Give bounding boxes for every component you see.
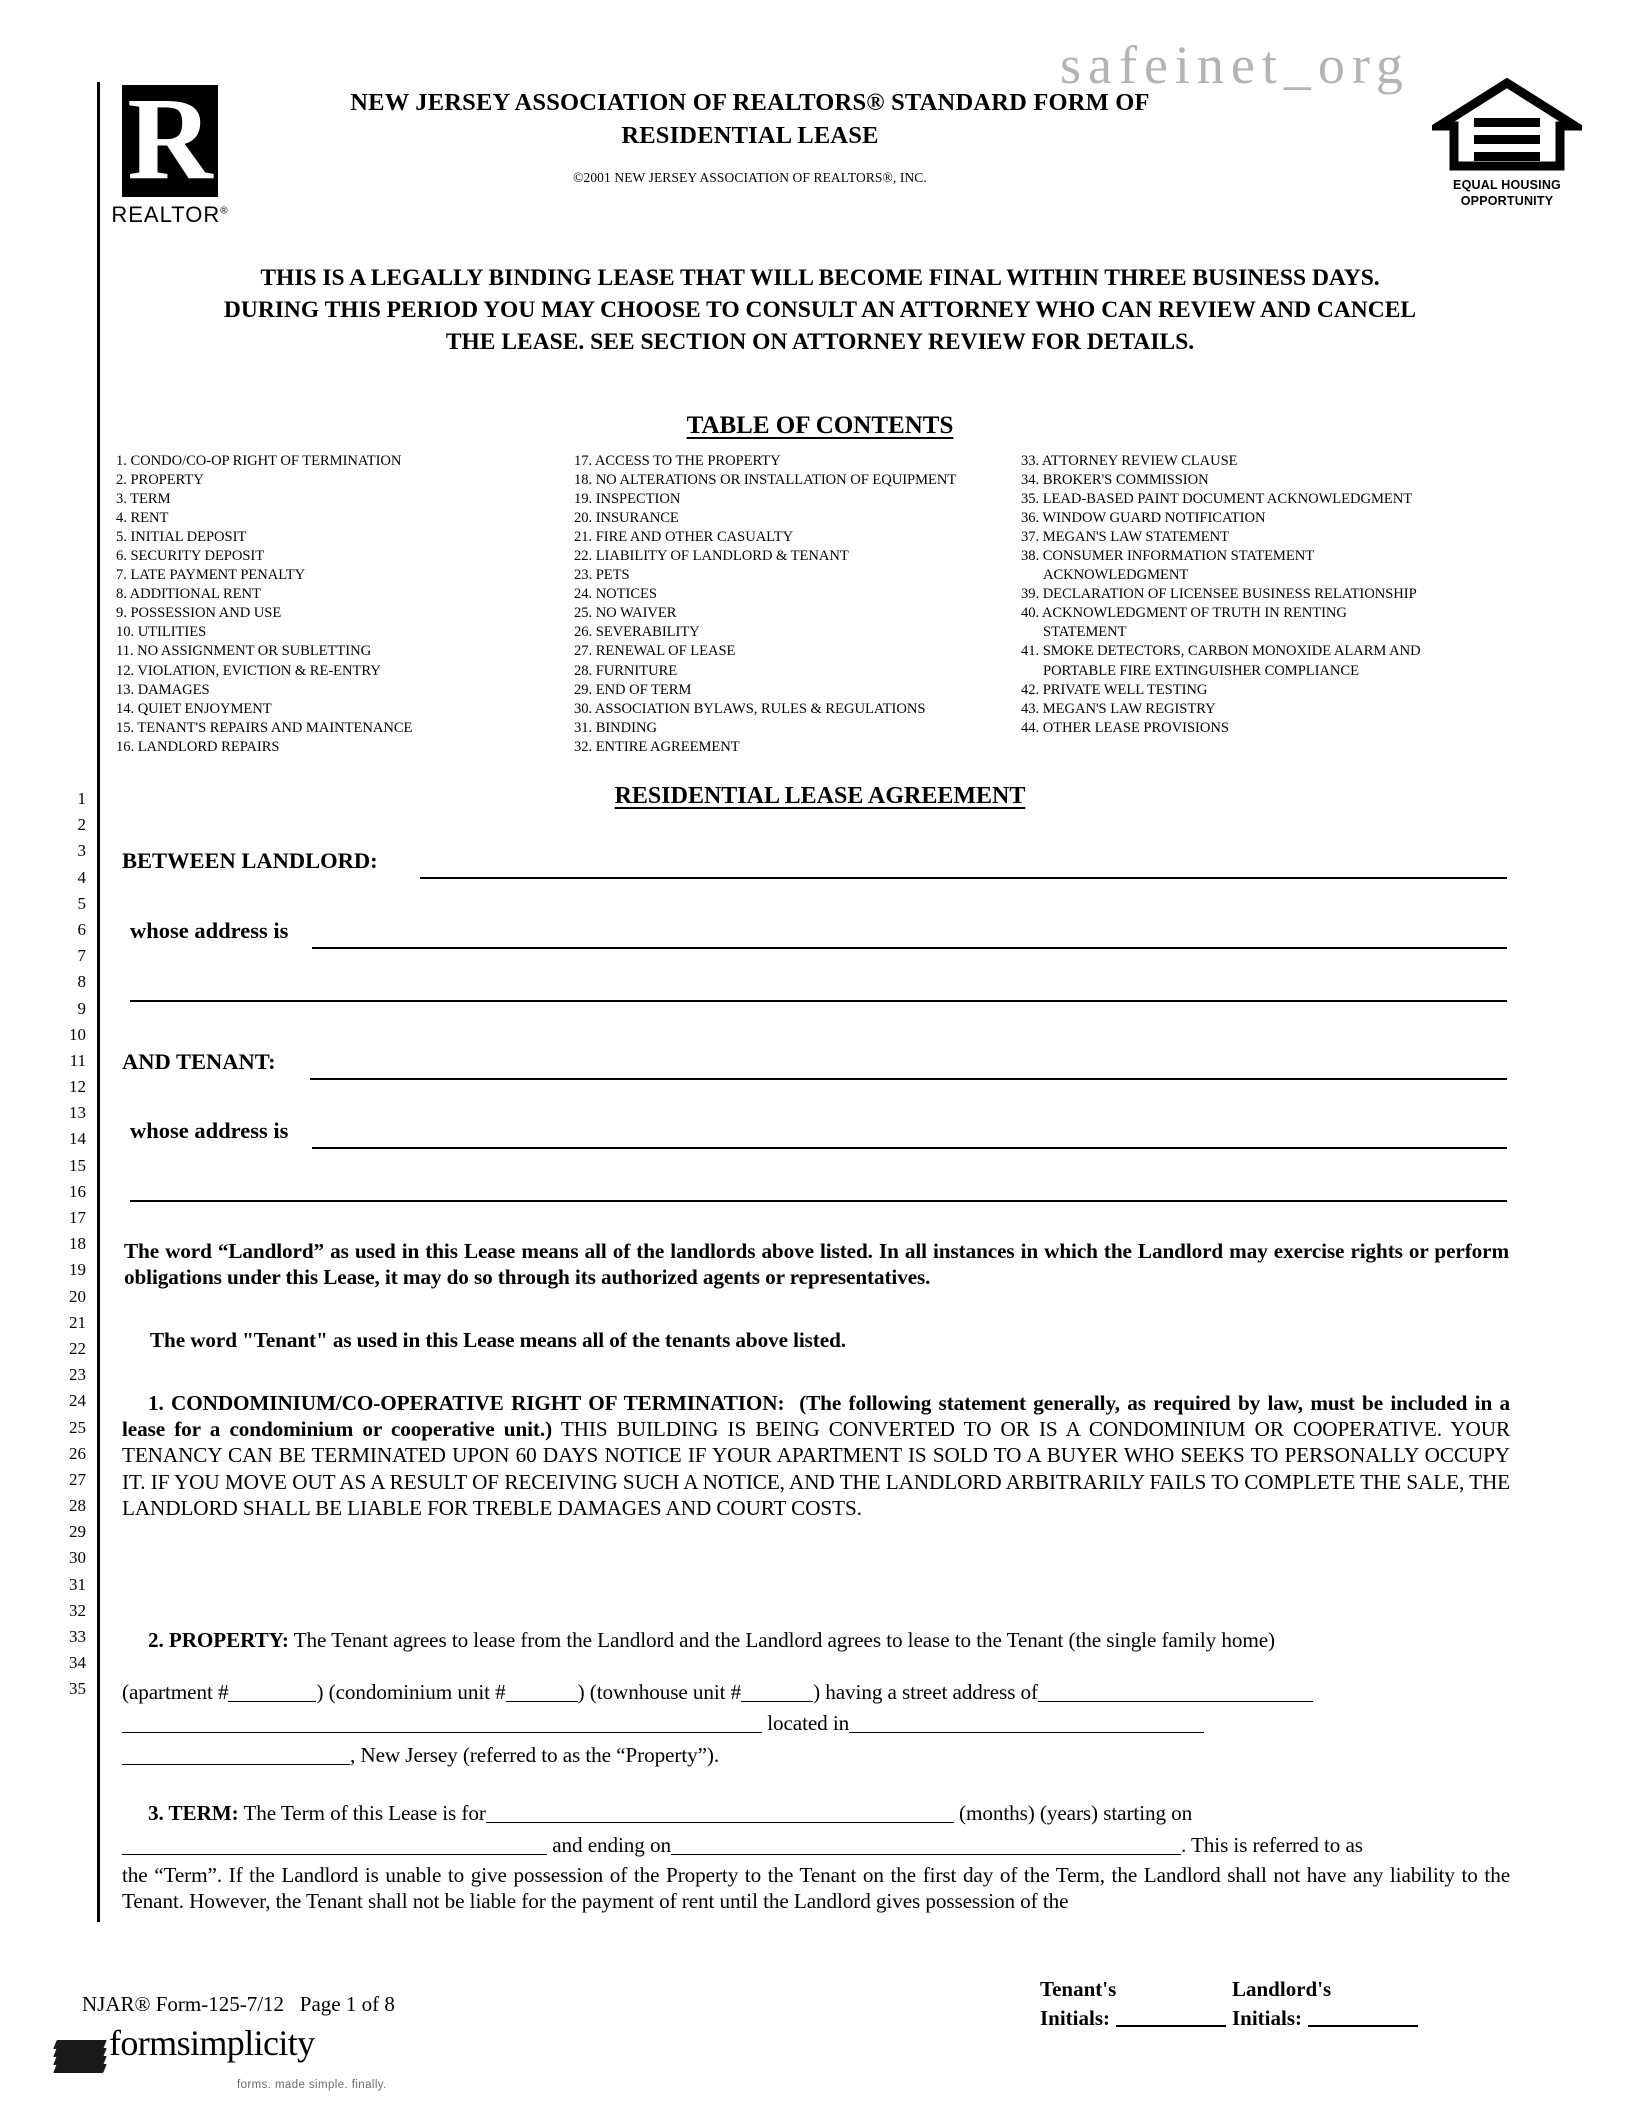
line-number: 32 [69,1600,86,1620]
line-number: 26 [69,1443,86,1463]
toc-item: 33. ATTORNEY REVIEW CLAUSE [1021,453,1238,469]
toc-item: 16. LANDLORD REPAIRS [116,738,280,755]
toc-item: 36. WINDOW GUARD NOTIFICATION [1021,510,1266,527]
section-2-unit-line [122,1679,1510,1705]
line-number: 13 [69,1103,86,1123]
toc-item: 1. CONDO/CO-OP RIGHT OF TERMINATION [116,453,402,469]
line-number: 34 [69,1653,86,1673]
formsimplicity-tagline: forms. made simple. finally. [237,2079,387,2091]
landlord-initials-label-line2: Initials: [1232,2006,1303,2030]
line-number: 9 [77,998,86,1018]
toc-column-1 [112,452,574,757]
legally-binding-notice [110,262,1530,358]
city-input[interactable] [849,1732,1204,1733]
margin-rule [97,82,100,1922]
line-number: 18 [69,1234,86,1254]
tenant-initials-input[interactable] [1116,2025,1226,2027]
notice-line-2: DURING THIS PERIOD YOU MAY CHOOSE TO CONSULT AN ATTORNEY WHO CAN REVIEW AND CANCEL [223,297,1417,323]
townhouse-unit-label: ) (townhouse unit # [577,1680,742,1704]
toc-item: 11. NO ASSIGNMENT OR SUBLETTING [116,643,372,660]
page-number-label: Page 1 of 8 [299,1992,395,2016]
toc-item: 26. SEVERABILITY [574,624,700,641]
line-number: 2 [77,815,86,835]
table-of-contents-heading: TABLE OF CONTENTS [686,412,954,439]
section-3-text-part1: The Term of this Lease is for [243,1801,486,1825]
toc-item: 29. END OF TERM [574,681,692,698]
line-number: 19 [69,1260,86,1280]
line-number: 33 [69,1627,86,1646]
and-tenant-label: AND TENANT: [122,1049,276,1074]
stacked-pages-icon [55,2034,109,2074]
toc-item: ACKNOWLEDGMENT [1043,567,1189,584]
toc-item: 27. RENEWAL OF LEASE [574,643,736,660]
toc-item: 42. PRIVATE WELL TESTING [1021,681,1208,698]
toc-item: 5. INITIAL DEPOSIT [116,529,247,546]
toc-item: 8. ADDITIONAL RENT [116,586,261,603]
eho-caption-line2: OPPORTUNITY [1460,193,1554,208]
and-tenant-label-row [122,1049,276,1075]
section-2-heading: 2. PROPERTY: [148,1628,289,1652]
landlord-initials-input[interactable] [1308,2025,1418,2027]
section-3-term-line1 [122,1800,1510,1826]
realtor-logo [110,73,230,228]
line-number: 3 [77,841,86,861]
apartment-number-input[interactable] [228,1701,316,1702]
line-number: 16 [69,1181,86,1201]
toc-item: 34. BROKER'S COMMISSION [1021,472,1209,489]
line-number: 6 [77,919,86,939]
located-in-label: located in [767,1711,850,1735]
line-number: 30 [69,1548,86,1568]
toc-item: 10. UTILITIES [116,624,207,641]
toc-item: 25. NO WAIVER [574,605,677,622]
equal-housing-logo [1432,78,1582,208]
section-2-newjersey-line [122,1742,1510,1768]
line-number: 23 [69,1365,86,1385]
line-number: 17 [69,1208,86,1227]
section-3-term-body: the “Term”. If the Landlord is unable to give possession of the Property to the Tenant on the first day of the Term, the Landlord shall not have any liability to the Tenant. However, the Tenant shall not be liable for the payment of rent until the Landlord gives possession of the [122,1863,1510,1914]
formsimplicity-logo [55,2024,315,2074]
street-address-input-cont[interactable] [122,1732,762,1733]
toc-item: 38. CONSUMER INFORMATION STATEMENT [1021,548,1315,565]
toc-item: 28. FURNITURE [574,662,678,679]
term-end-date-input[interactable] [671,1854,1181,1855]
table-of-contents [112,452,1542,757]
document-title-block [250,86,1250,186]
line-number: 35 [69,1679,86,1699]
line-number: 21 [69,1312,86,1332]
toc-item: 12. VIOLATION, EVICTION & RE-ENTRY [116,662,381,679]
notice-line-3: THE LEASE. SEE SECTION ON ATTORNEY REVIEW FOR DETAILS. [445,329,1195,355]
section-1-condominium [122,1390,1510,1521]
line-number: 8 [77,972,86,992]
landlord-address-label-row [130,918,288,944]
toc-item: 17. ACCESS TO THE PROPERTY [574,453,781,469]
toc-item: PORTABLE FIRE EXTINGUISHER COMPLIANCE [1043,662,1359,679]
toc-item: 31. BINDING [574,719,657,736]
condominium-unit-input[interactable] [506,1701,578,1702]
agreement-title: RESIDENTIAL LEASE AGREEMENT [614,783,1026,809]
landlord-definition-paragraph: The word “Landlord” as used in this Lease means all of the landlords above listed. In all instances in which the Landlord may exercise rights or perform obligations under this Lease, it may do so through its authorized agents or representatives. [124,1239,1509,1290]
section-2-located-line [122,1710,1510,1736]
toc-item: 24. NOTICES [574,586,657,603]
section-1-body: THIS BUILDING IS BEING CONVERTED TO OR IS A CONDOMINIUM OR COOPERATIVE. YOUR TENANCY CAN BE TERMINATED UPON 60 DAYS NOTICE IF YOUR APARTMENT IS SOLD TO A BUYER WHO SEEKS TO PERSONALLY OCCUPY IT. IF YOU MOVE OUT AS A RESULT OF RECEIVING SUCH A NOTICE, AND THE LANDLORD ARBITRARILY FAILS TO COMPLETE THE SALE, THE LANDLORD SHALL BE LIABLE FOR TREBLE DAMAGES AND COURT COSTS. [122,1417,1510,1520]
line-number: 31 [69,1574,86,1594]
street-address-label: ) having a street address of [813,1680,1038,1704]
term-months-years-label: (months) (years) starting on [959,1801,1193,1825]
section-1-heading: 1. CONDOMINIUM/CO-OPERATIVE RIGHT OF TERMINATION: [148,1391,785,1415]
line-number: 12 [69,1077,86,1097]
page-title-line2: RESIDENTIAL LEASE [621,122,879,149]
toc-item: 7. LATE PAYMENT PENALTY [116,567,306,584]
between-landlord-label-row [122,848,378,874]
watermark-text: safeinet_org [1060,35,1410,95]
line-number: 5 [77,893,86,913]
toc-item: 9. POSSESSION AND USE [116,605,282,622]
term-referred-label: . This is referred to as [1180,1833,1363,1857]
section-2-property [122,1627,1510,1653]
tenant-initials-block [1040,1975,1226,2033]
toc-item: 3. TERM [116,491,171,508]
line-number: 7 [77,946,86,966]
tenant-definition-paragraph: The word "Tenant" as used in this Lease means all of the tenants above listed. [150,1328,846,1352]
toc-item: 30. ASSOCIATION BYLAWS, RULES & REGULATIONS [574,700,926,717]
landlord-initials-block [1232,1975,1418,2033]
line-number: 15 [69,1155,86,1175]
toc-column-3 [1021,452,1491,757]
line-number: 22 [69,1338,86,1358]
tenant-initials-label-line1: Tenant's [1040,1977,1117,2001]
toc-item: 14. QUIET ENJOYMENT [116,700,272,717]
line-number: 11 [69,1050,86,1070]
toc-item: 4. RENT [116,510,169,527]
line-number: 27 [69,1469,86,1489]
toc-item: 13. DAMAGES [116,681,210,698]
term-ending-on-label: and ending on [552,1833,671,1857]
line-number-gutter [38,786,86,1703]
section-3-term-line2 [122,1832,1510,1858]
toc-item: 32. ENTIRE AGREEMENT [574,738,740,755]
condominium-unit-label: ) (condominium unit # [316,1680,506,1704]
toc-item: 40. ACKNOWLEDGMENT OF TRUTH IN RENTING [1021,605,1347,622]
form-id-label: NJAR® Form-125-7/12 [82,1992,285,2016]
term-length-input[interactable] [486,1822,954,1823]
toc-item: 6. SECURITY DEPOSIT [116,548,265,565]
landlord-address-input-line2[interactable] [130,1000,1507,1002]
eho-caption-line1: EQUAL HOUSING [1453,178,1561,192]
copyright-notice: ©2001 NEW JERSEY ASSOCIATION OF REALTORS®, INC. [573,170,927,185]
line-number: 25 [69,1417,86,1437]
toc-item: 20. INSURANCE [574,510,679,527]
line-number: 14 [69,1129,86,1149]
between-landlord-label: BETWEEN LANDLORD: [122,848,378,873]
section-1-bold-note: (The following statement generally, as required by law, must be included in a lease for a condominium or cooperative unit.) [122,1391,1510,1442]
formsimplicity-wordmark: formsimplicity [109,2023,315,2063]
line-number: 29 [69,1522,86,1542]
toc-item: 18. NO ALTERATIONS OR INSTALLATION OF EQUIPMENT [574,472,957,489]
tenant-name-input[interactable] [310,1078,1507,1080]
notice-line-1: THIS IS A LEGALLY BINDING LEASE THAT WILL BECOME FINAL WITHIN THREE BUSINESS DAYS. [260,265,1380,291]
toc-item: 35. LEAD-BASED PAINT DOCUMENT ACKNOWLEDGMENT [1021,491,1413,508]
page-title-line1: NEW JERSEY ASSOCIATION OF REALTORS® STANDARD FORM OF [350,89,1150,116]
equal-housing-icon [1432,78,1582,172]
line-number: 28 [69,1496,86,1516]
section-2-text-part1: The Tenant agrees to lease from the Landlord and the Landlord agrees to lease to the Tenant (the single family home) [293,1628,1276,1652]
tenant-address-input-line1[interactable] [312,1147,1507,1149]
toc-item: 19. INSPECTION [574,491,681,508]
tenant-address-label: whose address is [130,1118,289,1143]
tenant-initials-label-line2: Initials: [1040,2006,1111,2030]
toc-item: 43. MEGAN'S LAW REGISTRY [1021,700,1216,717]
toc-item: 21. FIRE AND OTHER CASUALTY [574,529,794,546]
line-number: 1 [77,789,86,808]
realtor-r-letter: R [127,73,213,204]
toc-item: 41. SMOKE DETECTORS, CARBON MONOXIDE ALARM AND [1021,643,1421,660]
toc-column-2 [574,452,1021,757]
apartment-number-label: (apartment # [122,1680,229,1704]
new-jersey-property-label: , New Jersey (referred to as the “Property”). [350,1743,720,1767]
toc-item: 2. PROPERTY [116,472,204,489]
townhouse-unit-input[interactable] [741,1701,813,1702]
line-number: 4 [77,867,86,887]
landlord-name-input[interactable] [420,877,1507,879]
toc-item: STATEMENT [1043,624,1127,641]
landlord-address-label: whose address is [130,918,289,943]
toc-item: 37. MEGAN'S LAW STATEMENT [1021,529,1229,546]
section-3-heading: 3. TERM: [148,1801,239,1825]
term-start-date-input[interactable] [122,1854,547,1855]
realtor-wordmark: REALTOR® [111,202,229,227]
toc-item: 39. DECLARATION OF LICENSEE BUSINESS RELATIONSHIP [1021,586,1417,603]
toc-item: 22. LIABILITY OF LANDLORD & TENANT [574,548,849,565]
realtor-block-icon [122,73,218,204]
line-number: 10 [69,1024,86,1044]
city-input-cont[interactable] [122,1764,350,1765]
landlord-address-input-line1[interactable] [312,947,1507,949]
line-number: 20 [69,1286,86,1306]
toc-item: 15. TENANT'S REPAIRS AND MAINTENANCE [116,719,413,736]
street-address-input[interactable] [1038,1701,1313,1702]
toc-item: 44. OTHER LEASE PROVISIONS [1021,719,1229,736]
toc-item: 23. PETS [574,567,630,584]
footer-form-info [82,1992,395,2017]
landlord-initials-label-line1: Landlord's [1232,1977,1332,2001]
tenant-address-label-row [130,1118,288,1144]
tenant-address-input-line2[interactable] [130,1200,1507,1202]
line-number: 24 [69,1391,86,1411]
